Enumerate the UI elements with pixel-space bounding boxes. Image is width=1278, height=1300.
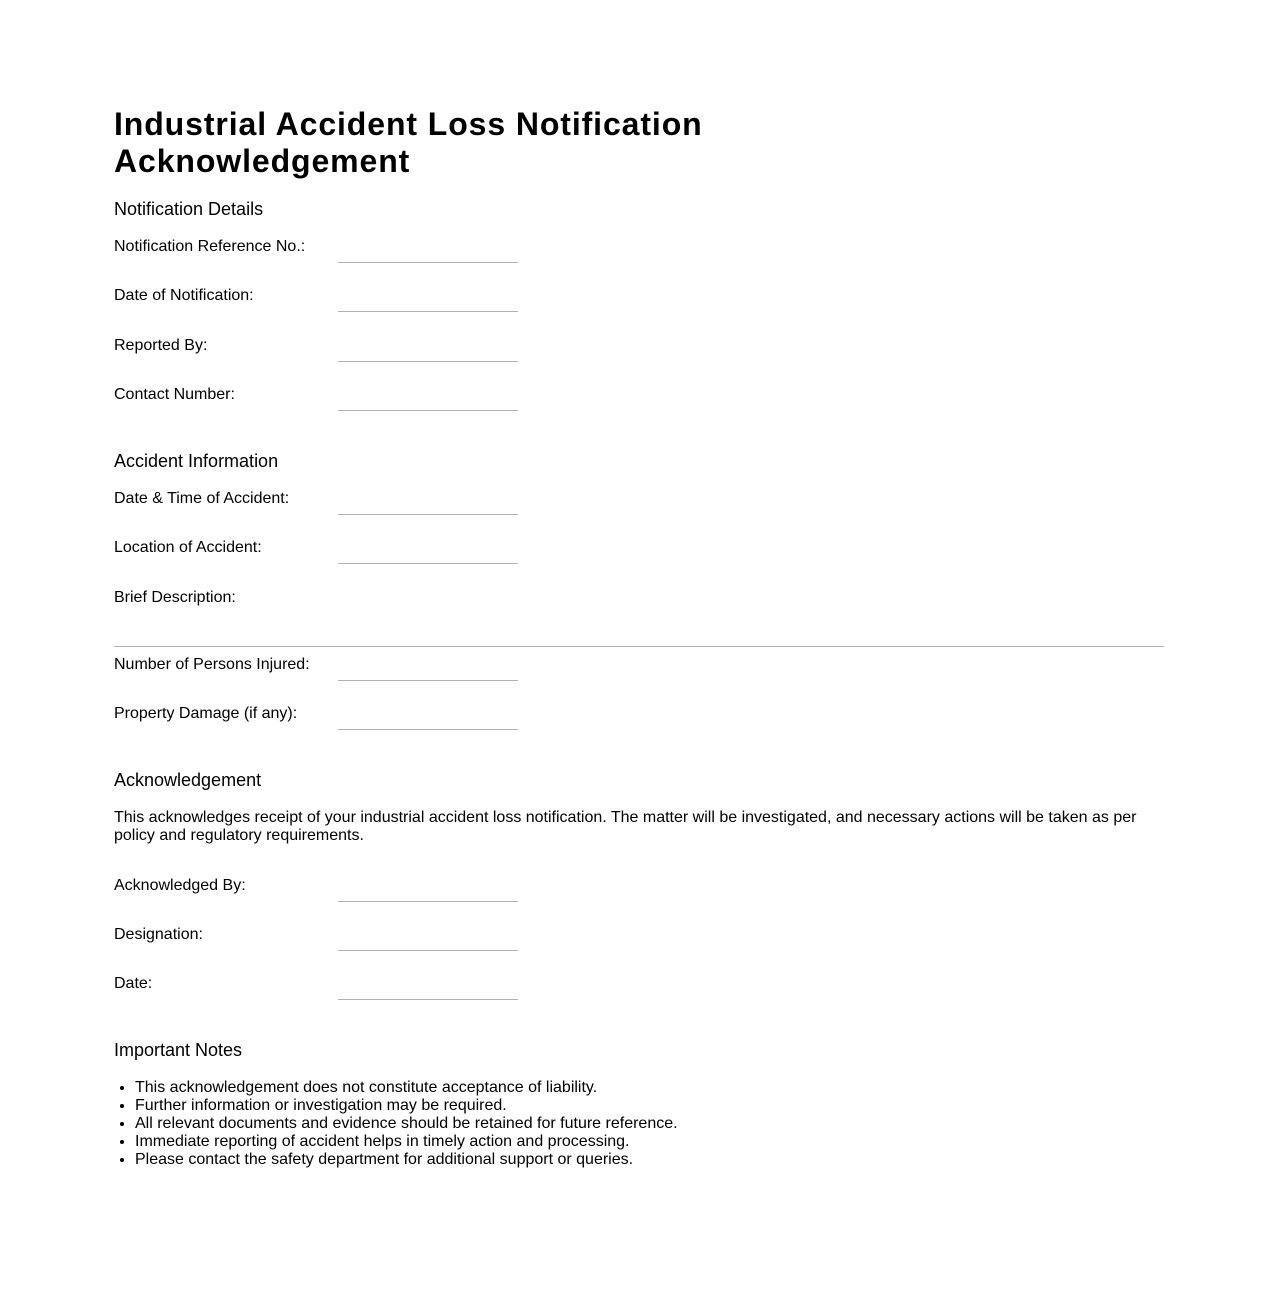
notification-reference-line[interactable] (338, 262, 518, 263)
list-item: • This acknowledgement does not constitute acceptance of liability. (135, 1079, 678, 1097)
contact-number-line[interactable] (338, 410, 518, 411)
field-location-of-accident (114, 538, 534, 568)
section-heading-acknowledgement: Acknowledgement (114, 770, 262, 790)
field-label: Location of Accident: (114, 539, 262, 556)
field-label: Notification Reference No.: (114, 238, 306, 255)
field-contact-number (114, 385, 534, 415)
list-item: • Further information or investigation may be required. (135, 1097, 678, 1115)
field-property-damage (114, 704, 534, 734)
field-label: Date: (114, 975, 153, 992)
list-item: • Immediate reporting of accident helps in timely action and processing. (135, 1133, 678, 1151)
field-number-of-persons-injured (114, 655, 534, 685)
section-heading-accident-information: Accident Information (114, 451, 279, 471)
field-label: Date & Time of Accident: (114, 490, 290, 507)
field-label: Number of Persons Injured: (114, 656, 310, 673)
document-title: Industrial Accident Loss Notification Acknowledgement (114, 106, 703, 179)
field-notification-reference (114, 237, 534, 267)
field-reported-by (114, 336, 534, 366)
field-label: Contact Number: (114, 386, 235, 403)
acknowledged-by-line[interactable] (338, 901, 518, 902)
field-label: Acknowledged By: (114, 877, 246, 894)
date-time-of-accident-line[interactable] (338, 514, 518, 515)
section-heading-notification-details: Notification Details (114, 199, 264, 219)
brief-description-line[interactable] (114, 646, 1164, 647)
acknowledgement-text: This acknowledges receipt of your industrial accident loss notification. The matter will be investigated, and necessary actions will be taken as per policy and regulatory requirements. (114, 809, 1137, 844)
field-label: Brief Description: (114, 589, 236, 606)
date-of-notification-line[interactable] (338, 311, 518, 312)
reported-by-line[interactable] (338, 361, 518, 362)
important-notes-list (114, 1079, 678, 1169)
number-of-persons-injured-line[interactable] (338, 680, 518, 681)
list-item: • Please contact the safety department for additional support or queries. (135, 1151, 678, 1169)
field-date (114, 974, 534, 1004)
field-label: Designation: (114, 926, 203, 943)
field-label: Reported By: (114, 337, 208, 354)
field-date-time-of-accident (114, 489, 534, 519)
field-label: Property Damage (if any): (114, 705, 298, 722)
field-label: Date of Notification: (114, 287, 254, 304)
list-item: • All relevant documents and evidence should be retained for future reference. (135, 1115, 678, 1133)
location-of-accident-line[interactable] (338, 563, 518, 564)
field-brief-description (114, 588, 534, 618)
section-heading-important-notes: Important Notes (114, 1040, 243, 1060)
designation-line[interactable] (338, 950, 518, 951)
field-designation (114, 925, 534, 955)
field-acknowledged-by (114, 876, 534, 906)
property-damage-line[interactable] (338, 729, 518, 730)
field-date-of-notification (114, 286, 534, 316)
date-line[interactable] (338, 999, 518, 1000)
